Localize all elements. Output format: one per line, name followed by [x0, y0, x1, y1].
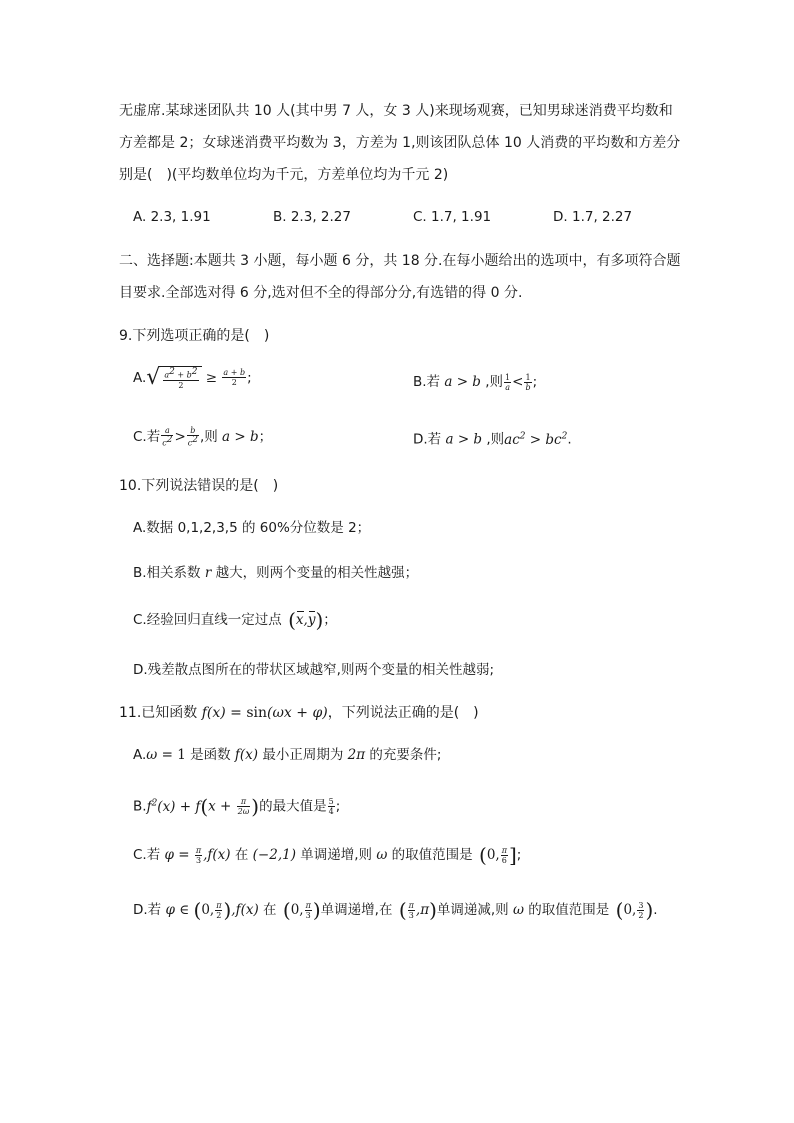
question-8-option-c: C. 1.7, 1.91	[413, 209, 492, 225]
question-9-option-b: B.若 a > b ,则 $\frac{1}{a}$ < $\frac{1}{b}$ ;	[413, 372, 538, 392]
question-9-option-c: C.若 $\frac{a}{c2}$ > $\frac{b}{c2}$ ,则 a > b；	[133, 426, 273, 448]
question-11-option-c: C.若 φ = $\frac{\pi}{3}$ ,f(x) 在 (−2,1) 单调递增,则 ω 的取值范围是 (0, $\frac{\pi}{6}$ ];	[133, 843, 522, 867]
question-8-stem-line-1: 无虚席.某球迷团队共 10 人(其中男 7 人，女 3 人)来现场观赛，已知男球迷消费平均数和	[119, 103, 673, 119]
question-10-option-c: C.经验回归直线一定过点 (x,y)；	[133, 608, 337, 632]
question-8-option-d: D. 1.7, 2.27	[553, 209, 633, 225]
question-8-stem-line-3: 别是( )(平均数单位均为千元，方差单位均为千元 2)	[119, 167, 449, 183]
section-2-instructions-line-2: 目要求.全部选对得 6 分,选对但不全的得部分分,有选错的得 0 分.	[119, 285, 523, 301]
question-10-option-d: D.残差散点图所在的带状区域越窄,则两个变量的相关性越弱;	[133, 662, 495, 678]
question-9-stem: 9.下列选项正确的是( )	[119, 328, 270, 344]
question-11-option-d: D.若 φ ∈ (0, $\frac{\pi}{2}$ ),f(x) 在 (0, $\frac{\pi}{3}$ )单调递增,在 ( $\frac{\pi}{3}$ ,π)单调递减,则 ω 的取值范围是 (0, $\frac{3}{2}$ ).	[133, 898, 658, 922]
section-2-instructions-line-1: 二、选择题:本题共 3 小题，每小题 6 分，共 18 分.在每小题给出的选项中，有多项符合题	[119, 253, 681, 269]
question-10-stem: 10.下列说法错误的是( )	[119, 478, 279, 494]
question-10-option-a: A.数据 0,1,2,3,5 的 60%分位数是 2；	[133, 520, 371, 536]
question-9-option-a: A.√ $\frac{a2 + b2}{2}$ ≥ $\frac{a + b}{2}$ ;	[133, 364, 252, 390]
question-8-option-b: B. 2.3, 2.27	[273, 209, 351, 225]
question-9-option-d: D.若 a > b ,则$ac^2 > bc^2$.	[413, 431, 572, 448]
question-11-option-a: A.ω = 1 是函数 f(x) 最小正周期为 2π 的充要条件;	[133, 747, 442, 763]
question-11-option-b: $B.f^2(x) + f(x$ + $\frac{\pi}{2\omega}$ )的最大值是 $\frac{5}{4}$ ;	[133, 794, 341, 819]
sqrt-expression: √ $\frac{a2 + b2}{2}$	[146, 366, 201, 390]
question-10-option-b: B.相关系数 r 越大，则两个变量的相关性越强；	[133, 565, 419, 581]
question-8-option-a: A. 2.3, 1.91	[133, 209, 211, 225]
question-11-stem: 11.已知函数 f(x) = sin(ωx + φ)，下列说法正确的是( )	[119, 705, 479, 721]
question-8-stem-line-2: 方差都是 2；女球迷消费平均数为 3，方差为 1,则该团队总体 10 人消费的平均数和方差分	[119, 135, 681, 151]
